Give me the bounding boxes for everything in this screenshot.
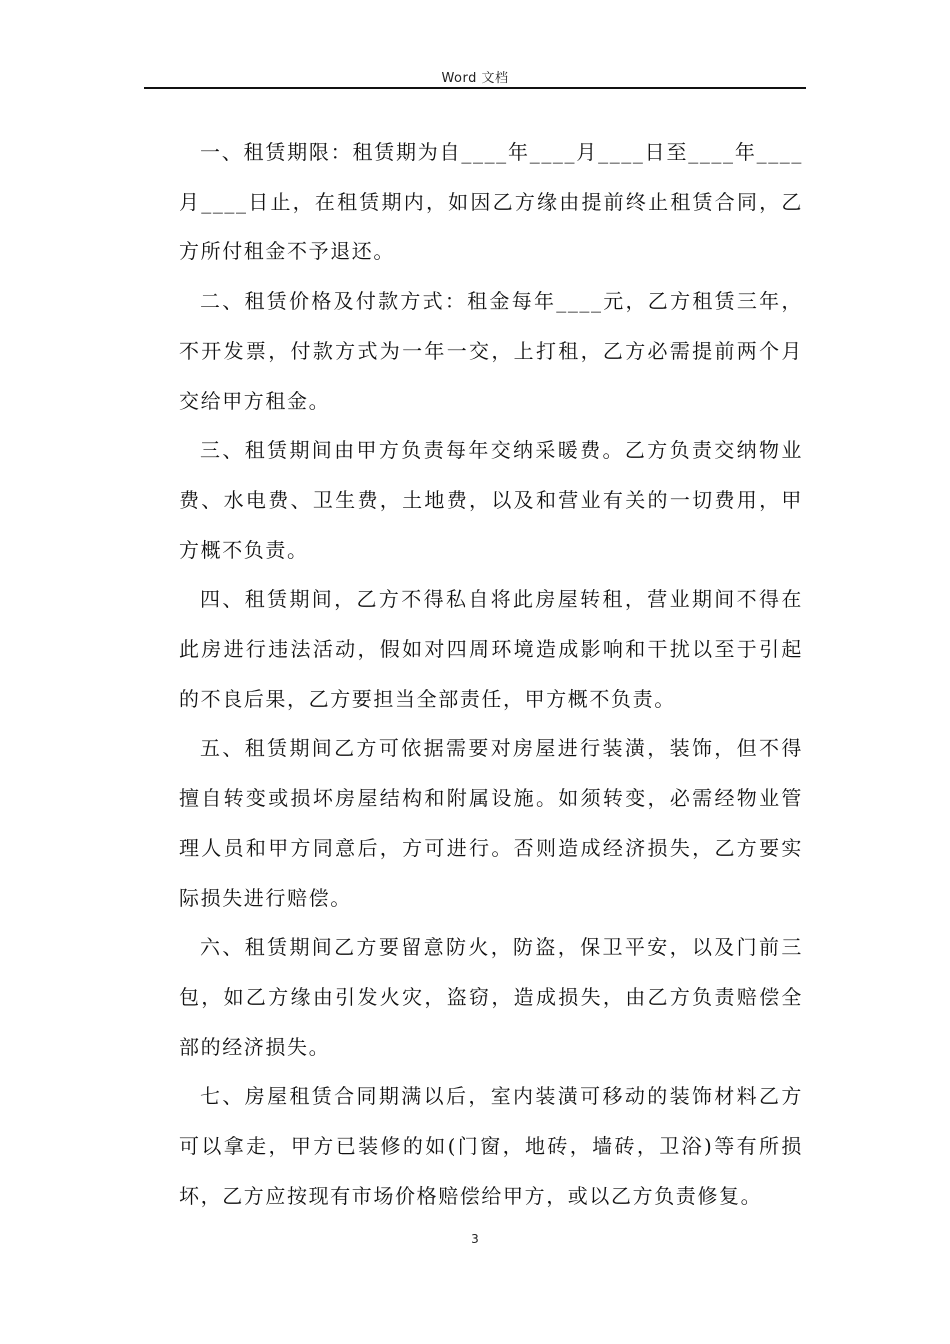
clause-3: 三、租赁期间由甲方负责每年交纳采暖费。乙方负责交纳物业费、水电费、卫生费，土地费，以及和营业有关的一切费用，甲方概不负责。 [179,438,803,562]
header-divider [144,87,806,89]
clause-7: 七、房屋租赁合同期满以后，室内装潢可移动的装饰材料乙方可以拿走，甲方已装修的如(门窗，地砖，墙砖，卫浴)等有所损坏，乙方应按现有市场价格赔偿给甲方，或以乙方负责修复。 [179,1084,803,1208]
clause-6: 六、租赁期间乙方要留意防火，防盗，保卫平安，以及门前三包，如乙方缘由引发火灾，盗窃，造成损失，由乙方负责赔偿全部的经济损失。 [179,935,803,1059]
document-body [179,128,803,1221]
clause-2: 二、租赁价格及付款方式：租金每年____元，乙方租赁三年，不开发票，付款方式为一年一交，上打租，乙方必需提前两个月交给甲方租金。 [179,289,803,413]
clause-5: 五、租赁期间乙方可依据需要对房屋进行装潢，装饰，但不得擅自转变或损坏房屋结构和附属设施。如须转变，必需经物业管理人员和甲方同意后，方可进行。否则造成经济损失，乙方要实际损失进行赔偿。 [179,736,803,910]
header-title: Word 文档 [441,71,509,86]
clause-1: 一、租赁期限：租赁期为自____年____月____日至____年____月____日止，在租赁期内，如因乙方缘由提前终止租赁合同，乙方所付租金不予退还。 [179,140,803,264]
page-number: 3 [471,1232,479,1246]
clause-4: 四、租赁期间，乙方不得私自将此房屋转租，营业期间不得在此房进行违法活动，假如对四周环境造成影响和干扰以至于引起的不良后果，乙方要担当全部责任，甲方概不负责。 [179,587,803,711]
